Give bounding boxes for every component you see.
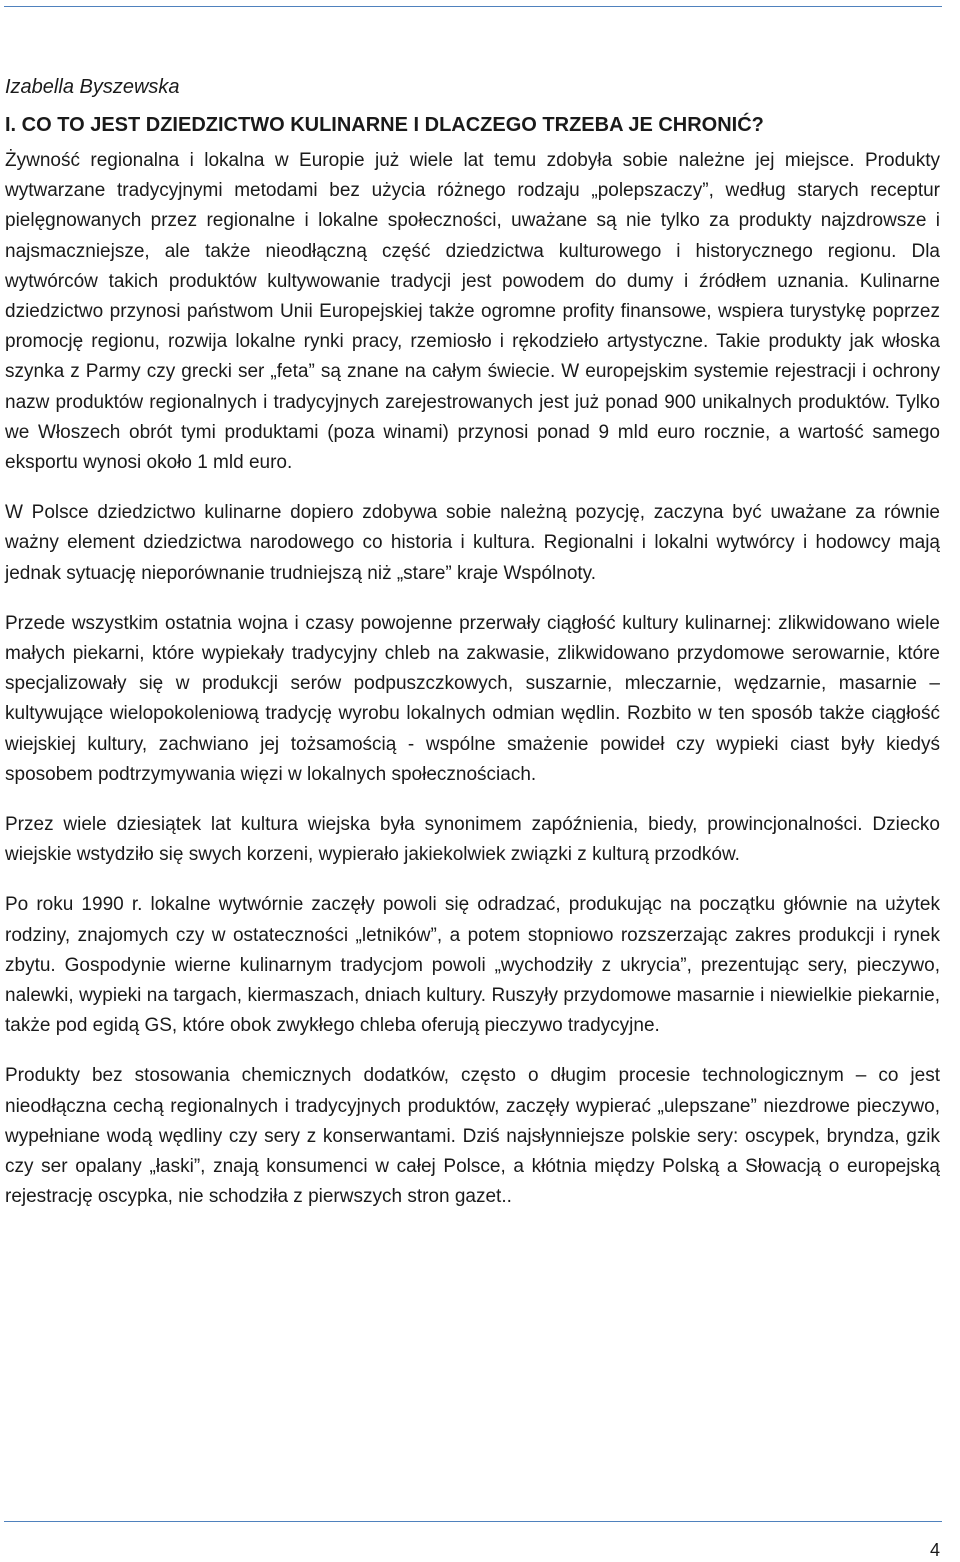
paragraph-5: Po roku 1990 r. lokalne wytwórnie zaczęły powoli się odradzać, produkując na początku głównie na użytek rodziny, znajomych czy w ostateczności „letników”, a potem stopniowo rozszerzając zakres produkcji i rynek zbytu. Gospodynie wierne kulinarnym tradycjom powoli „wychodziły z ukrycia”, prezentując sery, pieczywo, nalewki, wypieki na targach, kiermaszach, dniach kultury. Ruszyły przydomowe masarnie i niewielkie piekarnie, także pod egidą GS, które obok zwykłego chleba oferują pieczywo tradycyjne. (5, 894, 940, 1037)
paragraph-3: Przede wszystkim ostatnia wojna i czasy powojenne przerwały ciągłość kultury kulinarnej: zlikwidowano wiele małych piekarni, które wypiekały tradycyjny chleb na zakwasie, zlikwidowano przydomowe serowarnie, które specjalizowały się w produkcji serów podpuszczkowych, suszarnie, mleczarnie, wędzarnie, masarnie – kultywujące wielopokoleniową tradycję wyrobu lokalnych odmian wędlin. Rozbito w ten sposób także ciągłość wiejskiej kultury, zachwiano jej tożsamością - wspólne smażenie powideł czy wypieki ciast były kiedyś sposobem podtrzymywania więzi w lokalnych społecznościach. (5, 612, 940, 785)
footer-rule (4, 1521, 942, 1522)
paragraph-6: Produkty bez stosowania chemicznych dodatków, często o długim procesie technologicznym – co jest nieodłączna cechą regionalnych i tradycyjnych produktów, zaczęły wypierać „ulepszane” niezdrowe pieczywo, wypełniane wodą wędliny czy sery z konserwantami. Dziś najsłynniejsze polskie sery: oscypek, bryndza, gzik czy ser opalany „łaski”, znają konsumenci w całej Polsce, a kłótnia między Polską a Słowacją o europejską rejestrację oscypka, nie schodziła z pierwszych stron gazet.. (5, 1065, 940, 1208)
paragraph-2: W Polsce dziedzictwo kulinarne dopiero zdobywa sobie należną pozycję, zaczyna być uważane za równie ważny element dziedzictwa narodowego co historia i kultura. Regionalni i lokalni wytwórcy i hodowcy mają jednak sytuację nieporównanie trudniejszą niż „stare” kraje Wspólnoty. (5, 502, 940, 584)
author-name: Izabella Byszewska (5, 76, 180, 98)
chapter-heading: I. CO TO JEST DZIEDZICTWO KULINARNE I DLACZEGO TRZEBA JE CHRONIĆ? (5, 114, 764, 136)
page-number: 4 (929, 1540, 940, 1560)
paragraph-4: Przez wiele dziesiątek lat kultura wiejska była synonimem zapóźnienia, biedy, prowincjonalności. Dziecko wiejskie wstydziło się swych korzeni, wypierało jakiekolwiek związki z kulturą przodków. (5, 814, 940, 866)
header-rule (4, 6, 942, 7)
paragraph-1: Żywność regionalna i lokalna w Europie już wiele lat temu zdobyła sobie należne jej miejsce. Produkty wytwarzane tradycyjnymi metodami bez użycia różnego rodzaju „polepszaczy”, według starych receptur pielęgnowanych przez regionalne i lokalne społeczności, uważane są nie tylko za produkty najzdrowsze i najsmaczniejsze, ale także nieodłączną część dziedzictwa kulturowego i historycznego regionu. Dla wytwórców takich produktów kultywowanie tradycji jest powodem do dumy i źródłem uznania. Kulinarne dziedzictwo przynosi państwom Unii Europejskiej także ogromne profity finansowe, wspiera turystykę poprzez promocję regionu, rozwija lokalne rynki pracy, rzemiosło i rękodzieło artystyczne. Takie produkty jak włoska szynka z Parmy czy grecki ser „feta” są znane na całym świecie. W europejskim systemie rejestracji i ochrony nazw produktów regionalnych i tradycyjnych zarejestrowanych jest już ponad 900 unikalnych produktów. Tylko we Włoszech obrót tymi produktami (poza winami) przynosi ponad 9 mld euro rocznie, a wartość samego eksportu wynosi około 1 mld euro. (5, 150, 940, 474)
document-page (5, 72, 940, 1233)
